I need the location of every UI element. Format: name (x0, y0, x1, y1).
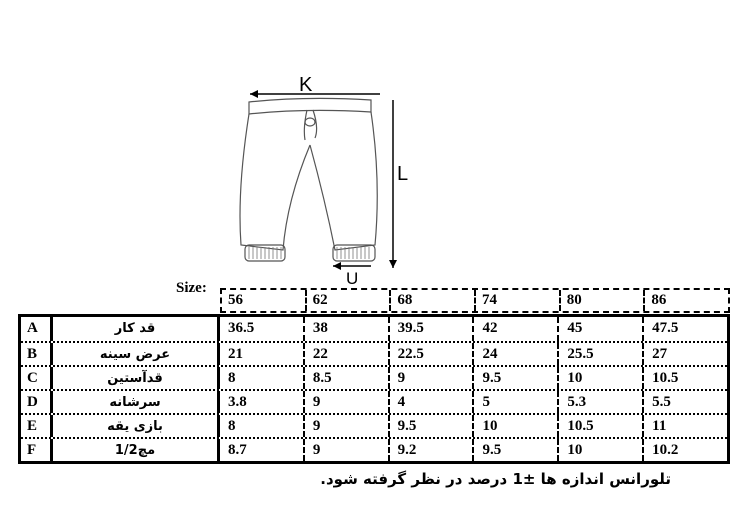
measurement-value: 9 (390, 367, 475, 389)
table-row (21, 413, 727, 437)
measurement-value: 9 (305, 391, 390, 413)
measurement-value: 38 (305, 317, 390, 341)
u-label: U (346, 269, 359, 285)
cuff-ribs (249, 247, 369, 259)
size-header-cell: 80 (559, 290, 644, 311)
measurement-value: 39.5 (390, 317, 475, 341)
size-label: Size: (176, 280, 207, 296)
measurement-value: 22.5 (390, 343, 475, 365)
pants-outline (240, 98, 377, 261)
measurement-name: سرشانه (53, 391, 220, 413)
measurement-value: 9.2 (390, 439, 475, 461)
measurement-value: 10.5 (652, 370, 679, 386)
size-header-cell: 56 (228, 292, 243, 308)
l-label: L (397, 163, 409, 185)
measurement-value: 10.5 (559, 415, 644, 437)
size-header-cell: 86 (643, 290, 728, 311)
measurement-value: 42 (474, 317, 559, 341)
row-letter: B (21, 343, 53, 365)
measurement-value: 10 (559, 439, 644, 461)
measurement-value: 3.8 (220, 391, 305, 413)
measurement-value: 27 (652, 346, 668, 362)
measurement-value: 5 (474, 391, 559, 413)
measurement-value: 24 (474, 343, 559, 365)
measurement-value: 9.5 (474, 439, 559, 461)
size-table (18, 314, 730, 464)
measurement-value: 10 (559, 367, 644, 389)
measurement-value: 25.5 (559, 343, 644, 365)
measurement-value: 4 (390, 391, 475, 413)
size-header-cell: 74 (474, 290, 559, 311)
table-row (21, 437, 727, 461)
measurement-name: بازی یقه (53, 415, 220, 437)
l-arrow (389, 100, 408, 268)
size-header-row (220, 288, 730, 313)
measurement-value: 21 (220, 343, 305, 365)
measurement-value: 5.3 (559, 391, 644, 413)
size-header-cell: 68 (389, 290, 474, 311)
pants-diagram (225, 70, 425, 285)
measurement-name: مچ1/2 (53, 439, 220, 461)
measurement-value: 10.2 (652, 442, 679, 458)
measurement-value: 22 (305, 343, 390, 365)
measurement-value: 5.5 (652, 394, 671, 410)
measurement-value: 8.5 (305, 367, 390, 389)
measurement-value: 11 (652, 418, 667, 434)
row-letter: A (21, 317, 53, 341)
measurement-value: 8.7 (220, 439, 305, 461)
measurement-value: 9.5 (474, 367, 559, 389)
size-header-cell: 62 (305, 290, 390, 311)
k-label: K (299, 74, 313, 96)
measurement-name: عرض سینه (53, 343, 220, 365)
row-letter: E (21, 415, 53, 437)
measurement-name: قدآستین (53, 367, 220, 389)
table-row (21, 365, 727, 389)
measurement-name: قد کار (53, 317, 220, 341)
tolerance-note: تلورانس اندازه ها ±1 درصد در نظر گرفته شود. (320, 470, 671, 488)
measurement-value: 45 (559, 317, 644, 341)
measurement-value: 36.5 (220, 317, 305, 341)
table-row (21, 389, 727, 413)
measurement-value: 9 (305, 415, 390, 437)
table-row (21, 317, 727, 341)
measurement-value: 8 (220, 367, 305, 389)
row-letter: D (21, 391, 53, 413)
k-arrow (250, 74, 380, 98)
measurement-value: 8 (220, 415, 305, 437)
measurement-value: 9.5 (390, 415, 475, 437)
u-arrow (333, 262, 371, 285)
table-row (21, 341, 727, 365)
row-letter: C (21, 367, 53, 389)
measurement-value: 47.5 (652, 320, 679, 336)
measurement-value: 9 (305, 439, 390, 461)
row-letter: F (21, 439, 53, 461)
measurement-value: 10 (474, 415, 559, 437)
